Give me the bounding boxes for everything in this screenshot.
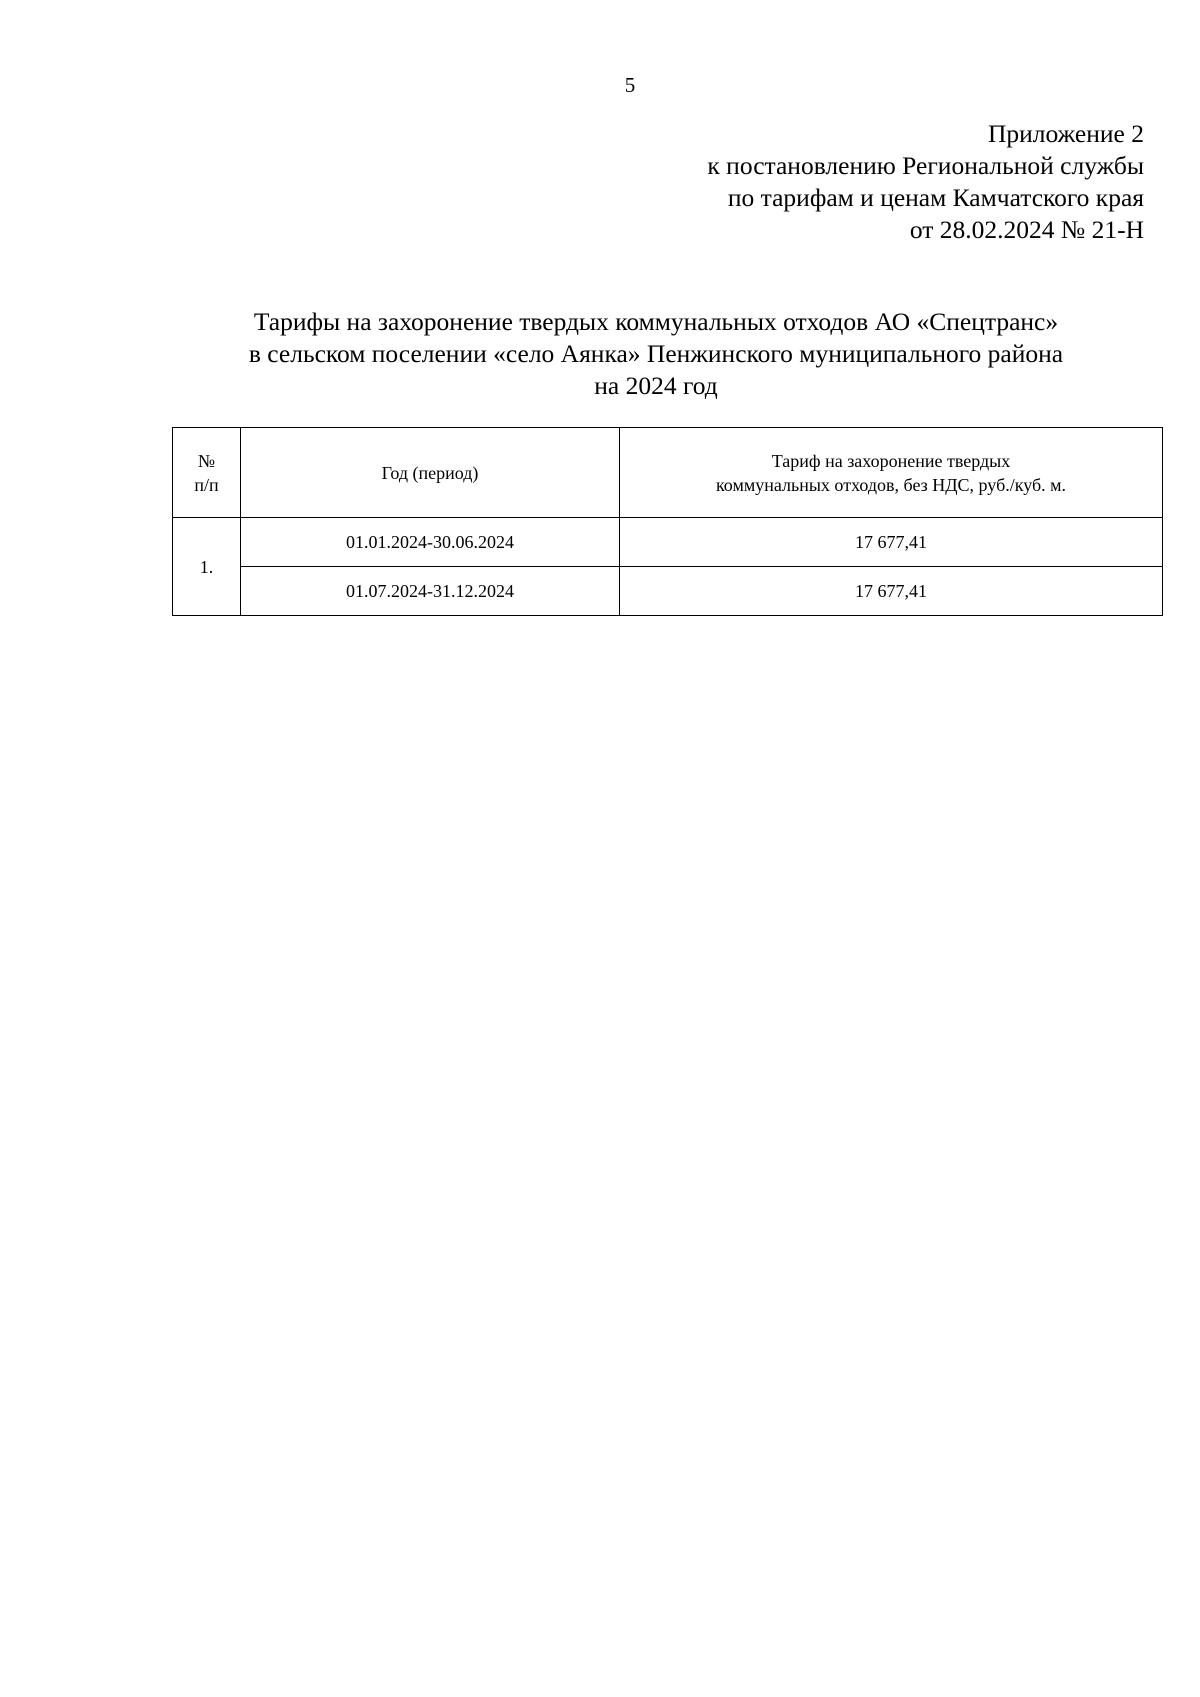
header-number-line: № — [197, 450, 216, 471]
header-number — [173, 428, 241, 518]
appendix-line: по тарифам и ценам Камчатского края — [727, 183, 1144, 212]
tariff-cell: 17 677,41 — [620, 567, 1163, 616]
header-period: Год (период) — [241, 428, 620, 518]
title-line: Тарифы на захоронение твердых коммунальных отходов АО «Спецтранс» — [253, 307, 1059, 336]
header-tariff-line: Тариф на захоронение твердых — [771, 450, 1011, 471]
title-line: на 2024 год — [594, 371, 718, 400]
header-tariff-line: коммунальных отходов, без НДС, руб./куб. м. — [715, 474, 1067, 495]
table-header-row — [173, 428, 1163, 518]
appendix-line: Приложение 2 — [988, 119, 1144, 148]
appendix-line: от 28.02.2024 № 21-Н — [909, 215, 1144, 244]
appendix-header — [444, 118, 1144, 246]
tariff-table — [172, 427, 1163, 616]
header-number-line: п/п — [194, 474, 219, 495]
row-number-cell: 1. — [173, 518, 241, 616]
table-row — [173, 518, 1163, 567]
tariff-cell: 17 677,41 — [620, 518, 1163, 567]
table-row — [173, 567, 1163, 616]
period-cell: 01.01.2024-30.06.2024 — [241, 518, 620, 567]
header-tariff — [620, 428, 1163, 518]
period-cell: 01.07.2024-31.12.2024 — [241, 567, 620, 616]
page-number: 5 — [624, 73, 636, 97]
appendix-line: к постановлению Региональной службы — [707, 151, 1144, 180]
title-line: в сельском поселении «село Аянка» Пенжинского муниципального района — [248, 339, 1064, 368]
document-title — [176, 306, 1136, 402]
